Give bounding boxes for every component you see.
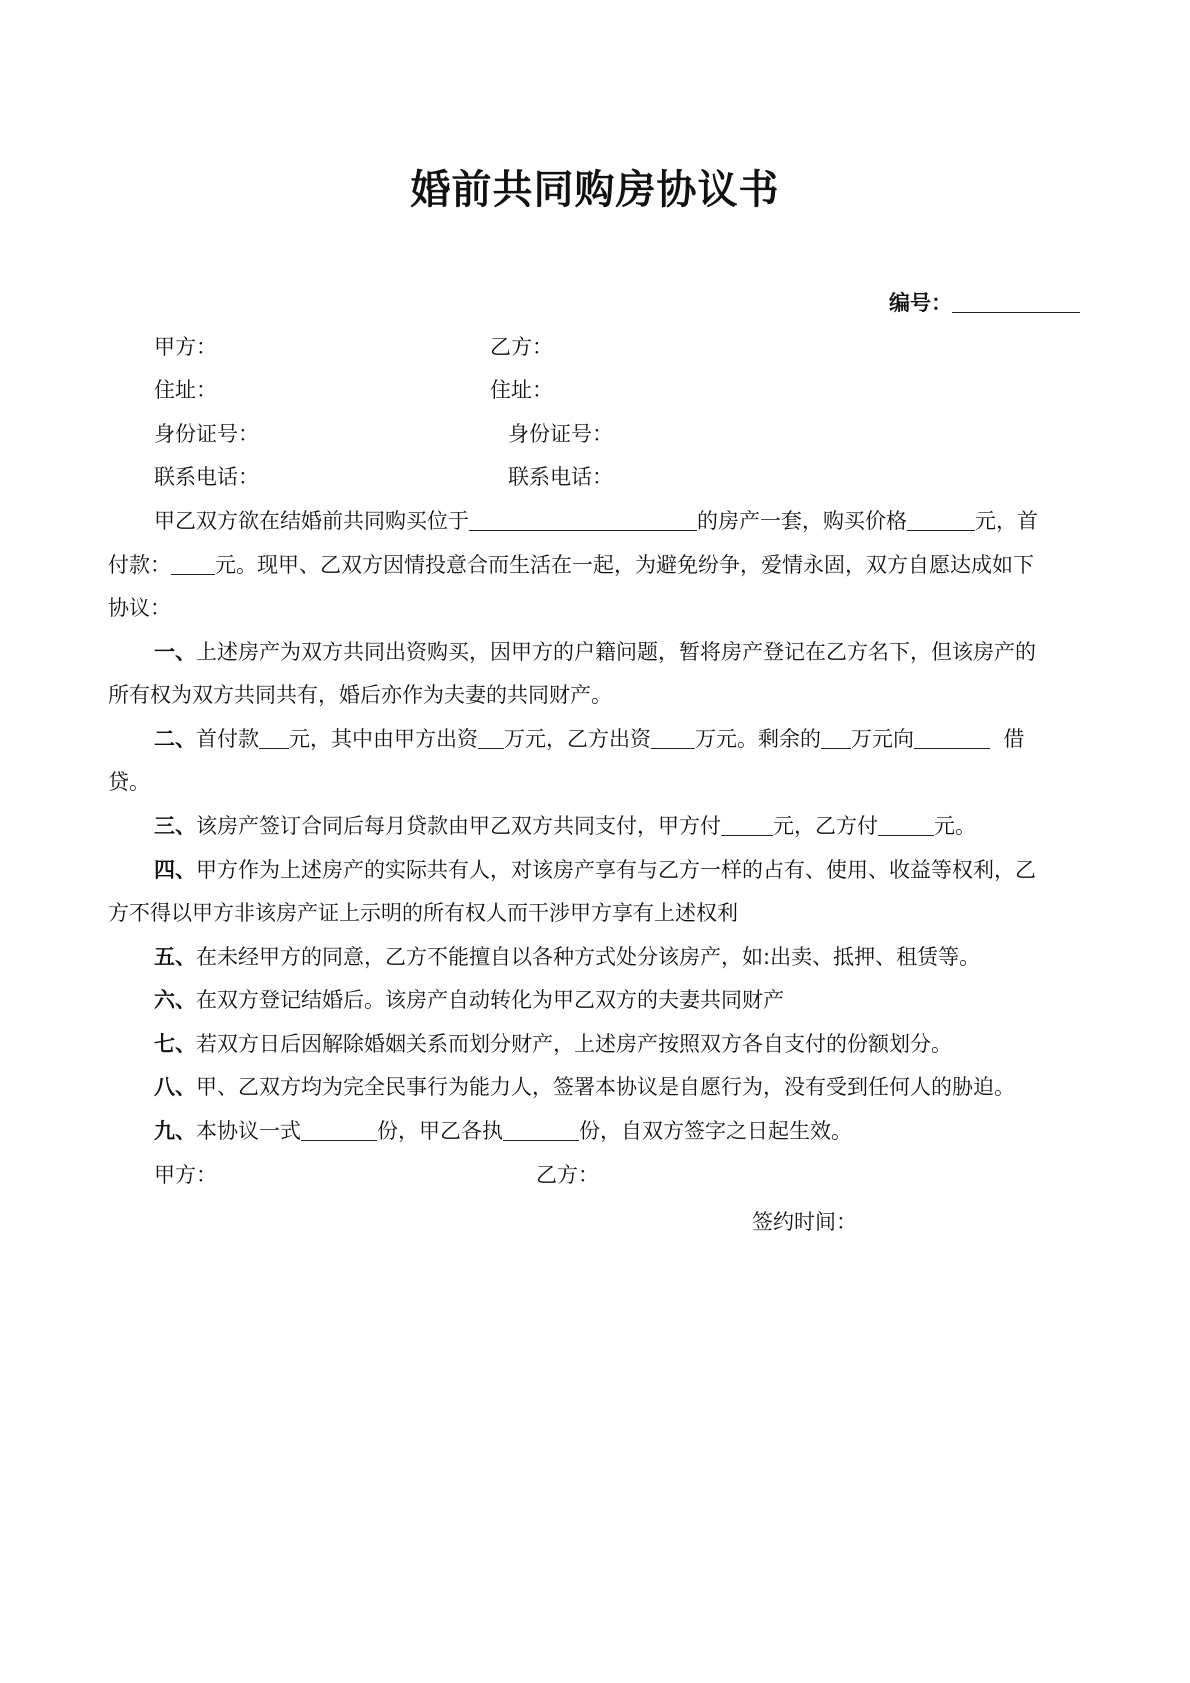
party-a-contribution-blank[interactable] bbox=[478, 726, 504, 749]
clause-number: 一、 bbox=[154, 640, 196, 664]
clause-text: 元。 bbox=[934, 814, 976, 838]
preamble-line-1 bbox=[154, 506, 1038, 536]
clause-text: 份，自双方签字之日起生效。 bbox=[579, 1119, 852, 1143]
clause-2 bbox=[154, 724, 1024, 754]
down-payment-amount-blank[interactable] bbox=[259, 726, 289, 749]
clause-text: 本协议一式 bbox=[196, 1119, 301, 1143]
remaining-amount-blank[interactable] bbox=[821, 726, 851, 749]
lender-blank[interactable] bbox=[914, 726, 990, 749]
clause-number: 二、 bbox=[154, 727, 196, 751]
copies-total-blank[interactable] bbox=[301, 1118, 377, 1141]
clause-text: 万元向 bbox=[851, 727, 914, 751]
clause-number: 五、 bbox=[154, 945, 196, 969]
party-b-address-label: 住址： bbox=[490, 378, 553, 402]
clause-text: 甲方作为上述房产的实际共有人，对该房产享有与乙方一样的占有、使用、收益等权利，乙 bbox=[196, 858, 1036, 882]
preamble-line-2 bbox=[108, 550, 1034, 580]
clause-5 bbox=[154, 942, 980, 972]
clause-1-cont: 所有权为双方共同共有，婚后亦作为夫妻的共同财产。 bbox=[108, 683, 612, 707]
clause-1 bbox=[154, 637, 1036, 667]
clause-text: 元，乙方付 bbox=[773, 814, 878, 838]
down-payment-blank[interactable] bbox=[171, 552, 215, 575]
serial-number-row bbox=[889, 288, 1080, 318]
clause-text: 该房产签订合同后每月贷款由甲乙双方共同支付，甲方付 bbox=[196, 814, 721, 838]
clause-text: 份，甲乙各执 bbox=[377, 1119, 503, 1143]
preamble-line-3: 协议： bbox=[108, 596, 171, 620]
party-b-monthly-blank[interactable] bbox=[878, 813, 934, 836]
party-a-id-label: 身份证号： bbox=[154, 422, 259, 446]
copies-each-blank[interactable] bbox=[503, 1118, 579, 1141]
clause-text: 元，其中由甲方出资 bbox=[289, 727, 478, 751]
clause-text: 首付款 bbox=[196, 727, 259, 751]
clause-number: 七、 bbox=[154, 1032, 196, 1056]
party-b-contribution-blank[interactable] bbox=[651, 726, 695, 749]
preamble-text: 元，首 bbox=[975, 509, 1038, 533]
preamble-text: 元。现甲、乙双方因情投意合而生活在一起，为避免纷争，爱情永固，双方自愿达成如下 bbox=[215, 553, 1034, 577]
clause-number: 八、 bbox=[154, 1075, 196, 1099]
preamble-text: 甲乙双方欲在结婚前共同购买位于 bbox=[154, 509, 469, 533]
party-a-monthly-blank[interactable] bbox=[721, 813, 773, 836]
property-location-blank[interactable] bbox=[469, 508, 697, 531]
preamble-text: 的房产一套，购买价格 bbox=[697, 509, 907, 533]
clause-number: 三、 bbox=[154, 814, 196, 838]
clause-text: 万元。剩余的 bbox=[695, 727, 821, 751]
party-b-id-label: 身份证号： bbox=[508, 422, 613, 446]
clause-4-cont: 方不得以甲方非该房产证上示明的所有权人而干涉甲方享有上述权利 bbox=[108, 901, 738, 925]
party-a-phone-label: 联系电话： bbox=[154, 465, 259, 489]
party-b-phone-label: 联系电话： bbox=[508, 465, 613, 489]
clause-number: 九、 bbox=[154, 1119, 196, 1143]
party-a-address-label: 住址： bbox=[154, 378, 217, 402]
signing-date-label: 签约时间： bbox=[752, 1210, 857, 1234]
clause-text: 在双方登记结婚后。该房产自动转化为甲乙双方的夫妻共同财产 bbox=[196, 988, 784, 1012]
clause-2-cont: 贷。 bbox=[108, 770, 150, 794]
serial-number-label: 编号： bbox=[889, 291, 952, 315]
signature-party-b-label: 乙方： bbox=[536, 1163, 599, 1187]
clause-8 bbox=[154, 1072, 1015, 1102]
party-a-label: 甲方： bbox=[154, 335, 217, 359]
clause-6 bbox=[154, 985, 784, 1015]
preamble-text: 付款： bbox=[108, 553, 171, 577]
party-b-label: 乙方： bbox=[490, 335, 553, 359]
document-title: 婚前共同购房协议书 bbox=[410, 167, 780, 213]
clause-number: 六、 bbox=[154, 988, 196, 1012]
clause-7 bbox=[154, 1029, 952, 1059]
signature-party-a-label: 甲方： bbox=[154, 1163, 217, 1187]
clause-text: 甲、乙双方均为完全民事行为能力人，签署本协议是自愿行为，没有受到任何人的胁迫。 bbox=[196, 1075, 1015, 1099]
clause-4 bbox=[154, 855, 1036, 885]
clause-9 bbox=[154, 1116, 852, 1146]
purchase-price-blank[interactable] bbox=[907, 508, 975, 531]
clause-text: 若双方日后因解除婚姻关系而划分财产，上述房产按照双方各自支付的份额划分。 bbox=[196, 1032, 952, 1056]
clause-text: 上述房产为双方共同出资购买，因甲方的户籍问题，暂将房产登记在乙方名下，但该房产的 bbox=[196, 640, 1036, 664]
clause-text: 借 bbox=[1003, 727, 1025, 751]
serial-number-blank[interactable] bbox=[952, 290, 1080, 313]
clause-text: 在未经甲方的同意，乙方不能擅自以各种方式处分该房产，如:出卖、抵押、租赁等。 bbox=[196, 945, 981, 969]
clause-number: 四、 bbox=[154, 858, 196, 882]
clause-3 bbox=[154, 811, 976, 841]
clause-text: 万元，乙方出资 bbox=[504, 727, 651, 751]
